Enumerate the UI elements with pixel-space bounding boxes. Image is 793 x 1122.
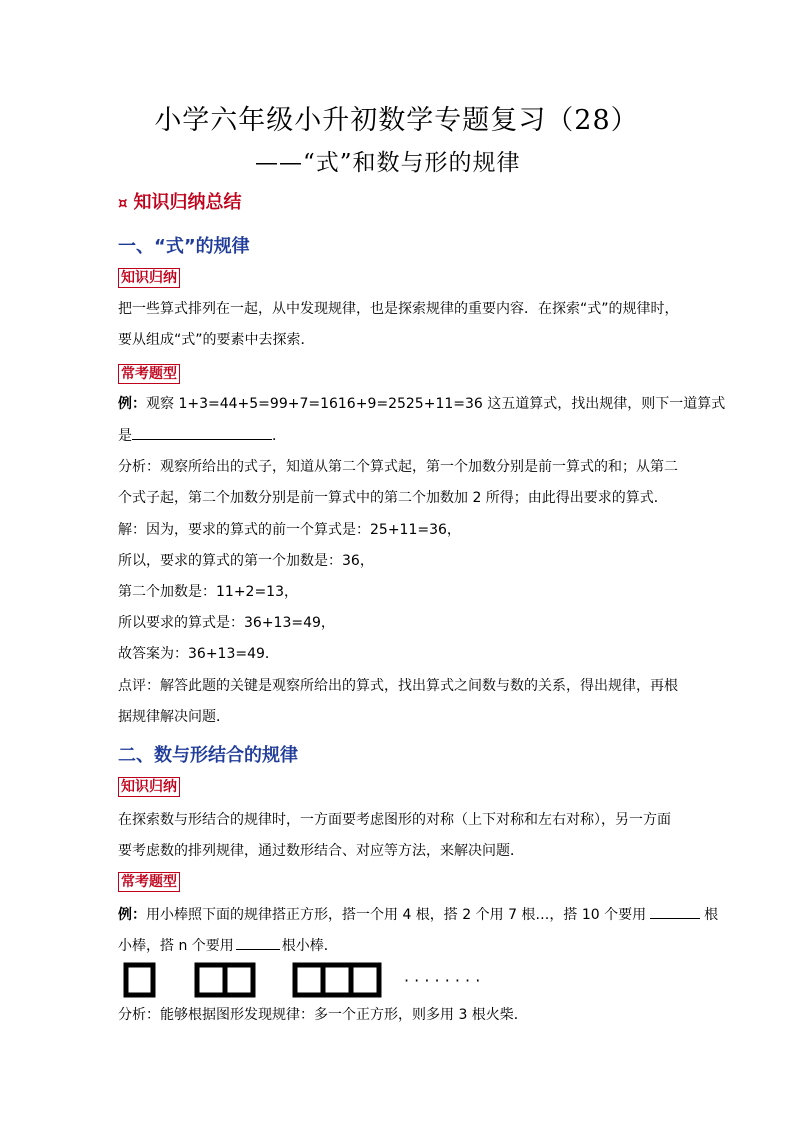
section-knowledge-summary	[118, 188, 242, 214]
part1-solution-line5: 故答案为：36+13=49．	[118, 646, 279, 662]
part1-example-line2	[118, 425, 678, 446]
part1-solution-line3: 第二个加数是：11+2=13，	[118, 584, 298, 600]
page-subtitle: ——“式”和数与形的规律	[255, 150, 521, 176]
answer-blank[interactable]	[132, 425, 272, 440]
part1-solution-line2: 所以，要求的算式的第一个加数是：36，	[118, 553, 374, 569]
page-title: 小学六年级小升初数学专题复习（28）	[154, 105, 639, 136]
part2-heading: 二、数与形结合的规律	[118, 745, 298, 766]
part2-tag-common: 常考题型	[118, 872, 180, 892]
ellipsis-dots: · · · · · · · ·	[404, 971, 481, 990]
part1-tag-knowledge: 知识归纳	[118, 268, 180, 288]
part2-tag-knowledge: 知识归纳	[118, 777, 180, 797]
answer-n-prefix: 小棒，搭 n 个要用	[118, 938, 234, 954]
example-prefix: 例：	[118, 907, 146, 923]
answer-suffix: ．	[272, 428, 286, 444]
part1-solution-line1: 解：因为，要求的算式的前一个算式是：25+11=36，	[118, 522, 461, 538]
part1-example-line1	[118, 394, 726, 414]
example-text: 用小棒照下面的规律搭正方形，搭一个用 4 根，搭 2 个用 7 根…，搭 10 个要用	[146, 907, 647, 923]
part1-solution-line4: 所以要求的算式是：36+13=49，	[118, 615, 335, 631]
part1-tag-common: 常考题型	[118, 364, 180, 384]
part1-knowledge-line2: 要从组成“式”的要素中去探索．	[118, 332, 315, 348]
square-group-3	[295, 965, 379, 995]
part1-comment-line1: 点评：解答此题的关键是观察所给出的算式，找出算式之间数与数的关系，得出规律，再根	[118, 678, 678, 694]
square-group-1	[126, 965, 153, 995]
answer-prefix: 是	[118, 428, 132, 444]
part2-analysis-line1: 分析：能够根据图形发现规律：多一个正方形，则多用 3 根火柴．	[118, 1007, 528, 1023]
answer-blank-10[interactable]	[650, 904, 700, 919]
part2-example-line2	[118, 935, 678, 956]
part2-knowledge-line1: 在探索数与形结合的规律时，一方面要考虑图形的对称（上下对称和左右对称），另一方面	[118, 812, 671, 828]
square-group-2	[197, 965, 253, 995]
currency-mark-icon: ¤	[118, 194, 128, 212]
example-prefix: 例：	[118, 396, 146, 412]
part1-comment-line2: 据规律解决问题．	[118, 709, 230, 725]
example-text: 观察 1+3=44+5=99+7=1616+9=2525+11=36 这五道算式，找出规律，则下一道算式	[146, 396, 726, 412]
section-label: 知识归纳总结	[133, 192, 242, 213]
answer-n-suffix: 根小棒．	[281, 938, 338, 954]
example-suffix: 根	[704, 907, 719, 923]
part1-analysis-line1: 分析：观察所给出的式子，知道从第二个算式起，第一个加数分别是前一算式的和；从第二	[118, 459, 678, 475]
answer-blank-n[interactable]	[236, 935, 280, 950]
squares-figure	[118, 958, 498, 1002]
part1-analysis-line2: 个式子起，第二个加数分别是前一算式中的第二个加数加 2 所得；由此得出要求的算式．	[118, 490, 668, 506]
part1-knowledge-line1: 把一些算式排列在一起，从中发现规律，也是探索规律的重要内容．在探索“式”的规律时，	[118, 301, 679, 317]
part2-knowledge-line2: 要考虑数的排列规律，通过数形结合、对应等方法，来解决问题．	[118, 843, 524, 859]
part2-example-line1	[118, 904, 719, 925]
part1-heading: 一、“式”的规律	[118, 236, 250, 257]
